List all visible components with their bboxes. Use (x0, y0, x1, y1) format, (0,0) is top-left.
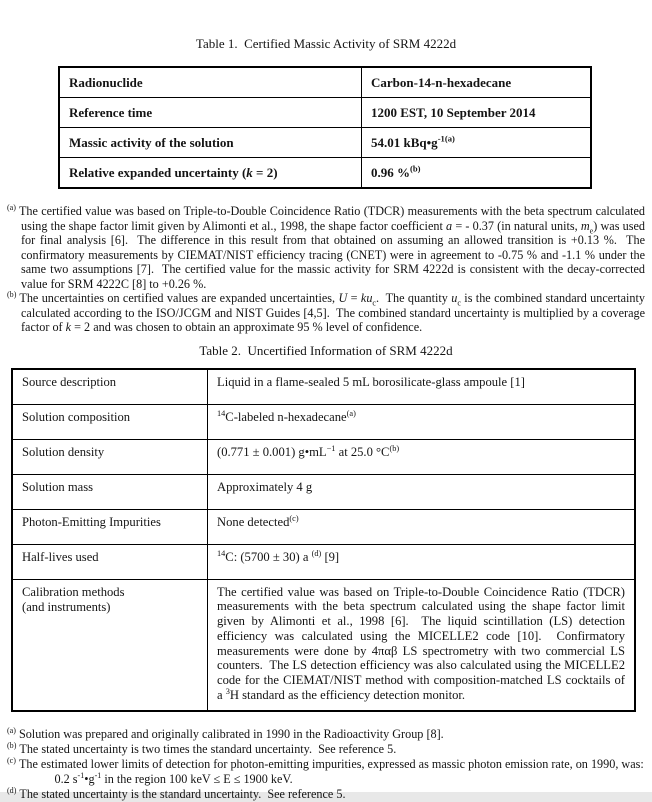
footnote-marker: (c) (7, 755, 16, 765)
row-value-cell: (0.771 ± 0.001) $g•mL^{-1}$ at 25.0 $^\circ C^{(b)}$ (208, 439, 636, 474)
table2-title: Table 2. Uncertified Information of SRM 4222d (199, 342, 453, 358)
row-value-cell: 54.01 $kBq•g^{-1(a)}$ (362, 128, 592, 158)
row-value-cell: Approximately 4 g (208, 474, 636, 509)
table1-footnotes (7, 204, 645, 335)
row-value-cell: 1200 EST, 10 September 2014 (362, 98, 592, 128)
footnote-text: The estimated lower limits of detection for photon-emitting impurities, expressed as massic photon emission rate, on 1990, was: 0.2 $s^{-1}•g^{-1}$ in the region 100 keV ≤ E ≤ 1900 keV. (18, 756, 644, 786)
table-row (12, 579, 635, 711)
footnote-text: The certified value was based on Triple-to-Double Coincidence Ratio (TDCR) measurements with the beta spectrum calculated using the shape factor limit given by Alimonti et al., 1998, the shape factor coefficient a = - 0.37 (in natural units, $m_e$) was used for final analysis [6]. The difference in this result from that obtained on assuming an allowed transition is +0.13 %. The confirmatory measurements by CIEMAT/NIST efficiency tracing (CNET) were in agreement to -0.75 % and -1.1 % under the same two assumptions [7]. The certified value for the massic activity for SRM 4222d is consistent with the decay-corrected value for SRM 4222C [8] to +0.26 %. (18, 204, 645, 291)
row-label-cell: Photon-Emitting Impurities (12, 509, 208, 544)
row-label-cell: Reference time (59, 98, 362, 128)
footnote-marker: (b) (7, 289, 17, 299)
table-row (59, 98, 591, 128)
footnote-a (7, 204, 645, 291)
table-row (59, 158, 591, 189)
footnote-text: The stated uncertainty is two times the standard uncertainty. See reference 5. (19, 741, 397, 756)
footnote-marker: (a) (7, 725, 16, 735)
row-label-cell: Solution mass (12, 474, 208, 509)
table-row (12, 509, 635, 544)
footnote-marker: (b) (7, 740, 17, 750)
row-label-cell: Half-lives used (12, 544, 208, 579)
table-row (12, 544, 635, 579)
row-label-cell: Source description (12, 369, 208, 405)
footnote-b (7, 742, 645, 757)
table-row (12, 474, 635, 509)
row-value-cell: Carbon-14-n-hexadecane (362, 67, 592, 98)
row-label-cell: Calibration methods (and instruments) (12, 579, 208, 711)
row-value-cell: $^{14}$C: (5700 ± 30) a $^{(d)}$ [9] (208, 544, 636, 579)
row-value-cell: 0.96 %$^{(b)}$ (362, 158, 592, 189)
row-value-cell: The certified value was based on Triple-to-Double Coincidence Ratio (TDCR) measurements with the beta spectrum calculated using the shape factor limit given by Alimonti et al., 1998 [6]. The liquid scintillation (LS) detection efficiency was calculated using the MICELLE2 code [10]. Confirmatory measurements were done by 4παβ LS spectrometry with two commercial LS counters. The LS detection efficiency was also calculated using the MICELLE2 code for the CIEMAT/NIST method with composition-matched LS cocktails of a $^3$H standard as the efficiency detection monitor. (208, 579, 636, 711)
footnote-a (7, 727, 645, 742)
table1 (58, 66, 592, 189)
table2 (11, 368, 636, 712)
row-value-cell: Liquid in a flame-sealed 5 mL borosilicate-glass ampoule [1] (208, 369, 636, 405)
table-row (12, 439, 635, 474)
footnote-c (7, 757, 645, 787)
row-label-cell: Solution composition (12, 404, 208, 439)
table-row (59, 128, 591, 158)
footnote-marker: (d) (7, 785, 17, 795)
row-label-cell: Solution density (12, 439, 208, 474)
footnote-d (7, 787, 645, 802)
table2-footnotes (7, 727, 645, 802)
footnote-text: The uncertainties on certified values are expanded uncertainties, $U = ku_c$. The quantity $u_c$ is the combined standard uncertainty calculated according to the ISO/JCGM and NIST Guides [4,5]. The combined standard uncertainty is multiplied by a coverage factor of k = 2 and was chosen to obtain an approximate 95 % level of confidence. (19, 291, 646, 334)
table-row (12, 404, 635, 439)
table1-title: Table 1. Certified Massic Activity of SRM 4222d (195, 36, 457, 51)
table-row (12, 369, 635, 405)
row-label-cell: Relative expanded uncertainty (k = 2) (59, 158, 362, 189)
footnote-text: Solution was prepared and originally calibrated in 1990 in the Radioactivity Group [8]. (18, 726, 444, 741)
footnote-b (7, 291, 645, 335)
row-label-cell: Massic activity of the solution (59, 128, 362, 158)
footnote-marker: (a) (7, 202, 16, 212)
row-label-cell: Radionuclide (59, 67, 362, 98)
row-value-cell: None detected$^{(c)}$ (208, 509, 636, 544)
row-value-cell: $^{14}$C-labeled n-hexadecane$^{(a)}$ (208, 404, 636, 439)
footnote-text: The stated uncertainty is the standard uncertainty. See reference 5. (19, 786, 346, 801)
table-row (59, 67, 591, 98)
